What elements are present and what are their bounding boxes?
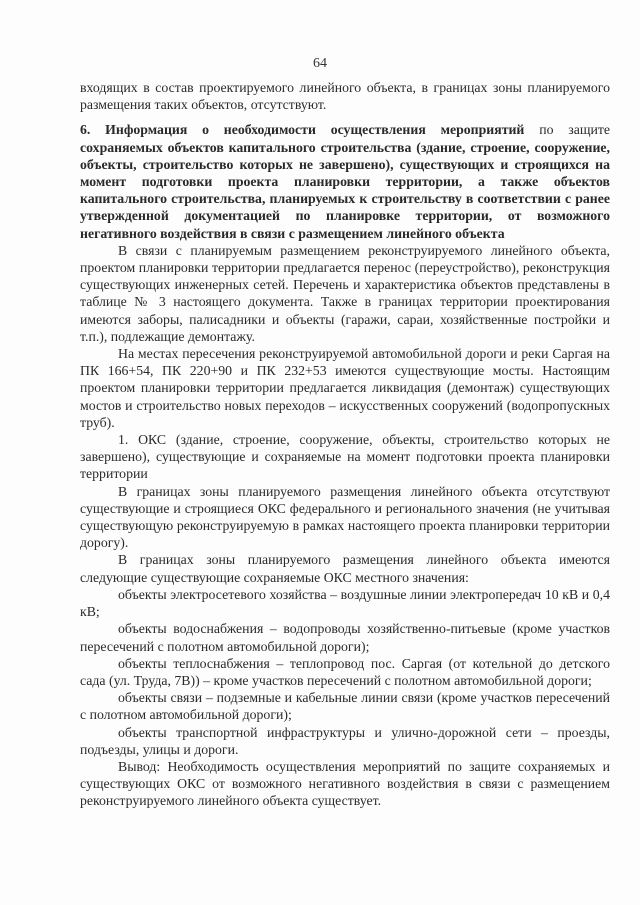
list-item: объекты теплоснабжения – теплопровод пос. Саргая (от котельной до детского сада (ул. Труда, 7В)) – кроме участков пересечений с полотном автомобильной дороги;	[80, 655, 610, 688]
section-title-part-3: сохраняемых объектов капитального строительства (здание, строение, сооружение, объекты, строительство которых не завершено), существующих и строящихся на момент подготовки проекта планировки территории, а также объектов капитального строительства, планируемых к строительству в соответствии с ранее утвержденной документацией по планировке территории, от возможного негативного воздействия в связи с размещением линейного объекта	[80, 139, 610, 241]
list-item: объекты транспортной инфраструктуры и улично-дорожной сети – проезды, подъезды, улицы и дороги.	[80, 724, 610, 757]
continuation-paragraph: входящих в состав проектируемого линейного объекта, в границах зоны планируемого размещения таких объектов, отсутствуют.	[80, 80, 610, 113]
list-item: объекты электросетевого хозяйства – воздушные линии электропередач 10 кВ и 0,4 кВ;	[80, 586, 610, 620]
subheading-paragraph: 1. ОКС (здание, строение, сооружение, объекты, строительство которых не завершено), существующие и сохраняемые на момент подготовки проекта планировки территории	[80, 432, 610, 482]
paragraph: В границах зоны планируемого размещения линейного объекта имеются следующие существующие сохраняемые ОКС местного значения:	[80, 552, 610, 585]
paragraph: В связи с планируемым размещением реконструируемого линейного объекта, проектом планировки территории предлагается перенос (переустройство), реконструкция существующих инженерных сетей. Перечень и характеристика объектов представлены в таблице № 3 настоящего документа. Также в границах территории проектирования имеются заборы, палисадники и объекты (гаражи, сараи, хозяйственные постройки и т.п.), подлежащие демонтажу.	[80, 242, 610, 344]
paragraph: В границах зоны планируемого размещения линейного объекта отсутствуют существующие и строящиеся ОКС федерального и регионального значения (не учитывая существующую реконструируемую в рамках настоящего проекта планировки территории дорогу).	[80, 483, 610, 551]
paragraph: На местах пересечения реконструируемой автомобильной дороги и реки Саргая на ПК 166+54, ПК 220+90 и ПК 232+53 имеются существующие мосты. Настоящим проектом планировки территории предлагается ликвидация (демонтаж) существующих мостов и строительство новых переходов – искусственных сооружений (водопропускных труб).	[80, 346, 610, 430]
page-content	[80, 79, 610, 810]
list-item: объекты водоснабжения – водопроводы хозяйственно-питьевые (кроме участков пересечений с полотном автомобильной дороги);	[80, 621, 610, 654]
section-heading	[80, 121, 610, 241]
list-item: объекты связи – подземные и кабельные линии связи (кроме участков пересечений с полотном автомобильной дороги);	[80, 690, 610, 723]
section-title-part-1: Информация о необходимости осуществления мероприятий	[105, 122, 525, 138]
section-title-part-2: по защите	[539, 122, 610, 138]
page-number: 64	[313, 56, 327, 71]
section-number: 6.	[80, 122, 91, 138]
conclusion-paragraph: Вывод: Необходимость осуществления мероприятий по защите сохраняемых и существующих ОКС от возможного негативного воздействия в связи с размещением реконструируемого линейного объекта существует.	[80, 758, 610, 809]
